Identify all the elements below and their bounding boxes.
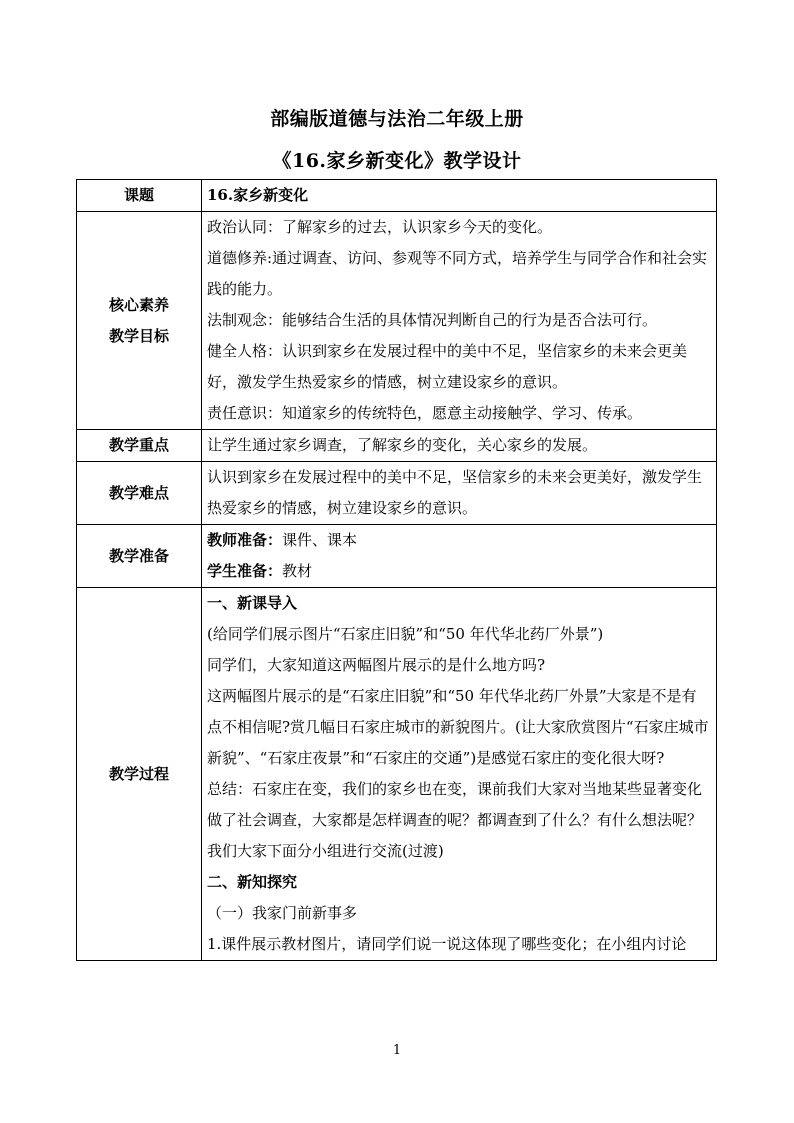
topic-value: 16.家乡新变化 [202,180,717,212]
key-points-text: 让学生通过家乡调查，了解家乡的变化，关心家乡的发展。 [202,430,717,462]
teacher-preparation-value: 课件、课本 [282,531,358,549]
table-row-key-points [77,430,717,462]
table-row-process [77,588,717,961]
table-row-preparation [77,525,717,588]
teacher-preparation [207,525,710,556]
goal-political: 政治认同：了解家乡的过去，认识家乡今天的变化。 [207,218,553,236]
goal-personality: 健全人格：认识到家乡在发展过程中的美中不足，坚信家乡的未来会更美好，激发学生热爱家乡的情感，树立建设家乡的意识。 [207,342,688,391]
goal-moral: 道德修养:通过调查、访问、参观等不同方式，培养学生与同学合作和社会实践的能力。 [207,249,708,298]
preparation-label: 教学准备 [77,525,202,588]
difficulties-text: 认识到家乡在发展过程中的美中不足，坚信家乡的未来会更美好，激发学生热爱家乡的情感，树立建设家乡的意识。 [202,462,717,525]
process-paragraph-2: 同学们，大家知道这两幅图片展示的是什么地方吗? [207,656,546,674]
goals-content [202,212,717,430]
lesson-plan-table [76,179,717,961]
teacher-preparation-label: 教师准备： [207,531,283,549]
process-paragraph-4: 总结：石家庄在变，我们的家乡也在变，课前我们大家对当地某些显著变化做了社会调查，大家都是怎样调查的呢？都调查到了什么？有什么想法呢？我们大家下面分小组进行交流(过渡) [207,780,703,860]
page-number: 1 [392,1043,402,1058]
subsection-heading: （一）我家门前新事多 [207,904,358,922]
goals-label-line2: 教学目标 [108,326,169,345]
table-row-topic [77,180,717,212]
difficulties-label: 教学难点 [77,462,202,525]
goals-label [77,212,202,430]
process-paragraph-5: 1.课件展示教材图片，请同学们说一说这体现了哪些变化；在小组内讨论 [207,935,687,953]
student-preparation-value: 教材 [282,562,313,580]
table-row-difficulties [77,462,717,525]
goals-label-line1: 核心素养 [108,295,169,314]
process-label: 教学过程 [77,588,202,961]
section-intro-heading: 一、新课导入 [207,594,298,612]
document-title: 部编版道德与法治二年级上册 [270,108,524,130]
student-preparation-label: 学生准备： [207,562,283,580]
section-explore-heading: 二、新知探究 [207,873,298,891]
topic-label: 课题 [77,180,202,212]
preparation-content [202,525,717,588]
process-content [202,588,717,961]
student-preparation [207,556,710,587]
goal-legal: 法制观念：能够结合生活的具体情况判断自己的行为是否合法可行。 [207,311,658,329]
table-row-goals [77,212,717,430]
process-paragraph-3: 这两幅图片展示的是“石家庄旧貌”和“50 年代华北药厂外景”大家是不是有点不相信呢?赏几幅日石家庄城市的新貌图片。(让大家欣赏图片“石家庄城市新貌”、“石家庄夜景”和“石家庄的交通”)是感觉石家庄的变化很大呀? [207,687,709,767]
process-paragraph-1: (给同学们展示图片“石家庄旧貌”和“50 年代华北药厂外景”) [207,625,604,643]
lesson-title: 《16.家乡新变化》教学设计 [272,150,522,172]
goal-responsibility: 责任意识：知道家乡的传统特色，愿意主动接触学、学习、传承。 [207,404,643,422]
key-points-label: 教学重点 [77,430,202,462]
